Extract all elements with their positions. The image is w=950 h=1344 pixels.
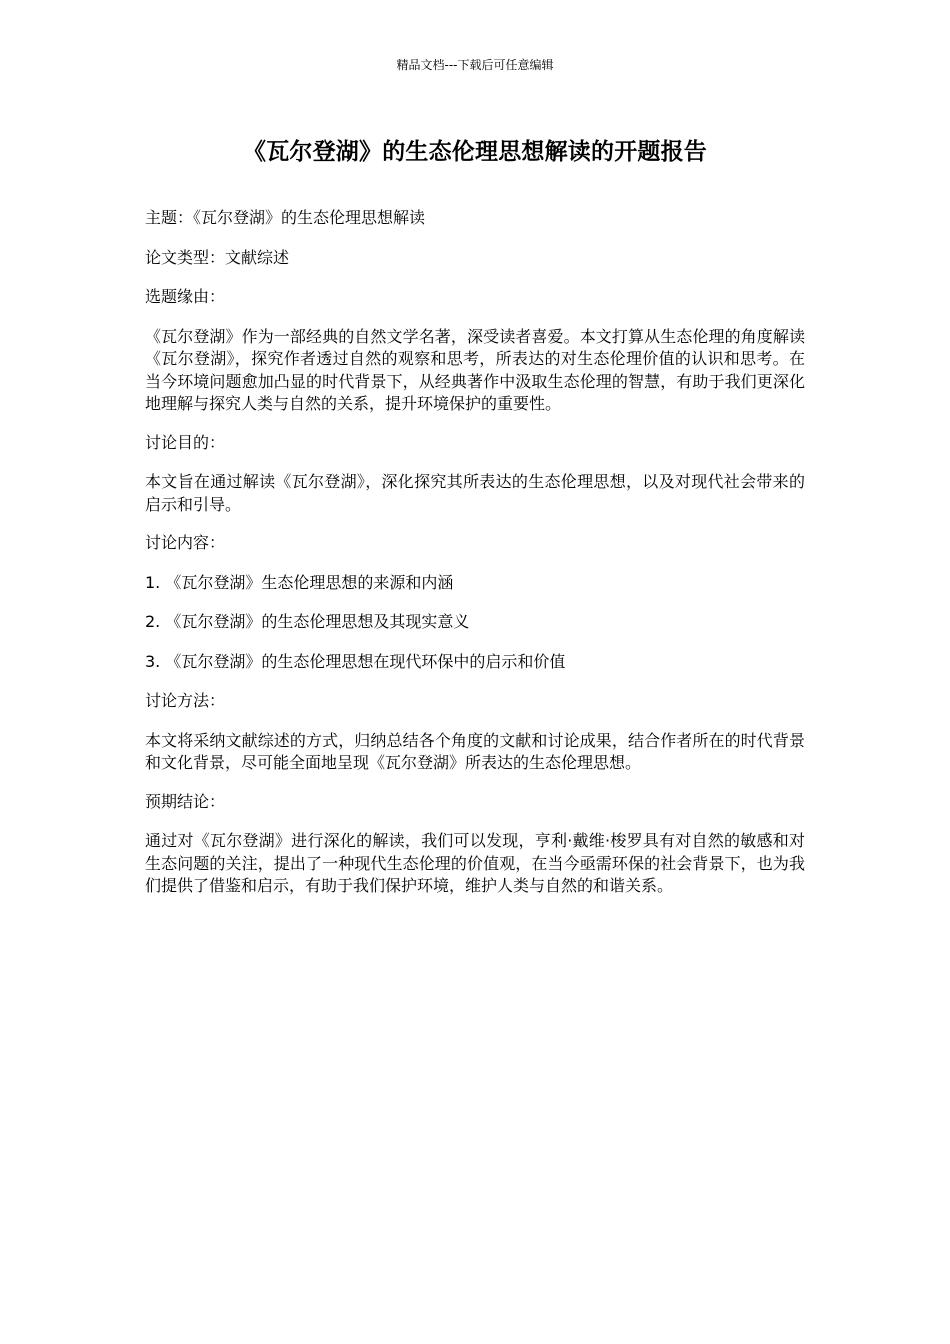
content-item: 3. 《瓦尔登湖》的生态伦理思想在现代环保中的启示和价值 bbox=[145, 651, 566, 671]
topic-line: 主题：《瓦尔登湖》的生态伦理思想解读 bbox=[145, 208, 426, 227]
reason-label: 选题缘由： bbox=[145, 287, 226, 306]
conclusion-paragraph: 通过对《瓦尔登湖》进行深化的解读，我们可以发现，亨利·戴维·梭罗具有对自然的敏感和对生态问题的关注，提出了一种现代生态伦理的价值观，在当今亟需环保的社会背景下，也为我们提供了借鉴和启示，有助于我们保护环境，维护人类与自然的和谐关系。 bbox=[145, 831, 805, 895]
content-label: 讨论内容： bbox=[145, 533, 226, 552]
purpose-label: 讨论目的： bbox=[145, 432, 226, 452]
method-label: 讨论方法： bbox=[145, 691, 226, 710]
content-item: 2. 《瓦尔登湖》的生态伦理思想及其现实意义 bbox=[145, 612, 470, 631]
content-item: 1. 《瓦尔登湖》生态伦理思想的来源和内涵 bbox=[145, 572, 454, 592]
method-paragraph: 本文将采纳文献综述的方式，归纳总结各个角度的文献和讨论成果，结合作者所在的时代背景和文化背景，尽可能全面地呈现《瓦尔登湖》所表达的生态伦理思想。 bbox=[145, 730, 805, 772]
reason-paragraph: 《瓦尔登湖》作为一部经典的自然文学名著，深受读者喜爱。本文打算从生态伦理的角度解读《瓦尔登湖》，探究作者透过自然的观察和思考，所表达的对生态伦理价值的认识和思考。在当今环境问题愈加凸显的时代背景下，从经典著作中汲取生态伦理的智慧，有助于我们更深化地理解与探究人类与自然的关系，提升环境保护的重要性。 bbox=[145, 326, 805, 413]
page-header: 精品文档---下载后可任意编辑 bbox=[396, 58, 554, 72]
conclusion-label: 预期结论： bbox=[145, 791, 226, 811]
purpose-paragraph: 本文旨在通过解读《瓦尔登湖》，深化探究其所表达的生态伦理思想，以及对现代社会带来的启示和引导。 bbox=[145, 472, 805, 514]
paper-type-line: 论文类型：文献综述 bbox=[145, 247, 290, 267]
document-body bbox=[145, 207, 805, 914]
document-title: 《瓦尔登湖》的生态伦理思想解读的开题报告 bbox=[243, 139, 707, 165]
